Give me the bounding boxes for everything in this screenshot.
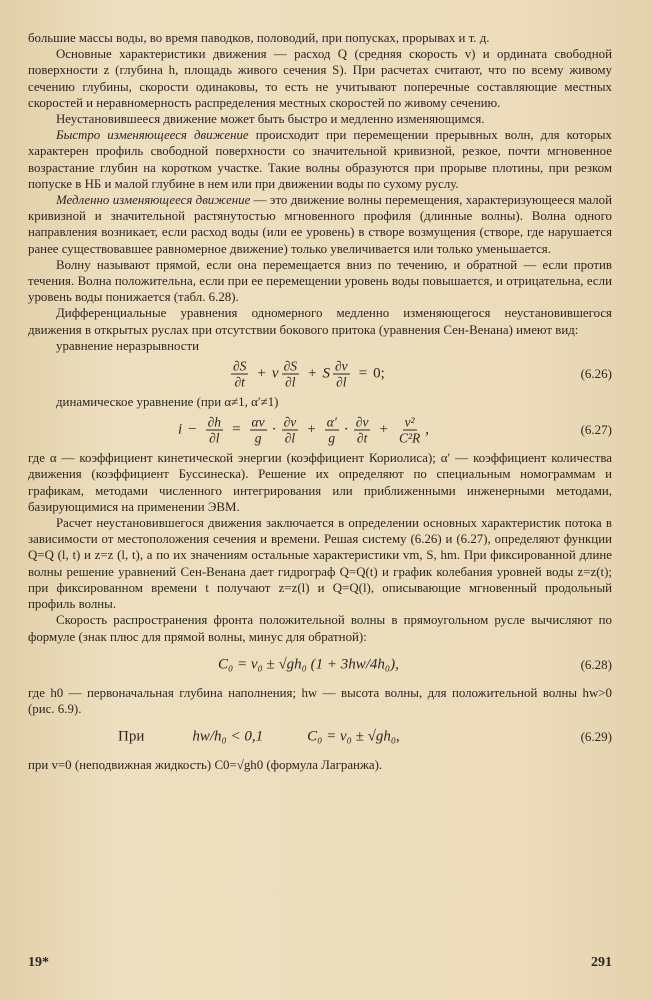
equation-6-29-text: C₀ = v₀ ± √gh₀, xyxy=(307,728,400,745)
equation-6-29-condition: hw/h₀ < 0,1 xyxy=(192,728,264,745)
fast-varying-text: происходит при перемещении прерывных волн, для которых характерен профиль свободной поверхности со значительной кривизной, резкое, почти мгновенное возрастание глубин на коротком участке. Такие волны образуются при прорыве плотины, при резком попуске в НБ и малой глубине в нем или при движении воды по сухому руслу. xyxy=(28,128,612,191)
slow-varying-text: — это движение волны перемещения, характеризующееся малой кривизной и значительной растянутостью мгновенного профиля (длинные волны). Волна одного направления возникает, если расход воды (или ее уровень) в створе возмущения (створе, где нарушается ранее существовавшее равномерное движение) только увеличивается или только уменьшается. xyxy=(28,193,612,256)
paragraph-coefficients: где α — коэффициент кинетической энергии (коэффициент Кориолиса); α′ — коэффициент количества движения (коэффициент Буссинеска). Решение их определяют по специальным номограммам и графикам, методами численного интегрирования или приближенными инженерными методами, базирующимися на применении ЭВМ. xyxy=(28,451,612,514)
equation-6-29-label: При xyxy=(118,728,145,745)
paragraph-slow-varying xyxy=(28,192,612,257)
paragraph-fast-varying xyxy=(28,127,612,192)
page-number: 291 xyxy=(591,955,612,970)
paragraph-saint-venant: Дифференциальные уравнения одномерного медленно изменяющегося неустановившегося движения в открытых руслах при отсутствии бокового притока (уравнения Сен-Венана) имеют вид: xyxy=(28,306,612,337)
equation-number-6-27: (6.27) xyxy=(580,422,612,438)
paragraph-lagrange: при v=0 (неподвижная жидкость) C0=√gh0 (формула Лагранжа). xyxy=(28,758,383,773)
term-slow-varying: Медленно изменяющееся движение xyxy=(56,193,251,208)
paragraph-main-characteristics: Основные характеристики движения — расход Q (средняя скорость v) и ордината свободной поверхности z (глубина h, площадь живого сечения S). При расчетах считают, что по всему живому сечению глубины, скорости одинаковы, то есть не учитывают поперечные составляющие местных скоростей и неравномерность распределения местных скоростей по живому сечению. xyxy=(28,47,612,110)
paragraph-wave-direction: Волну называют прямой, если она перемещается вниз по течению, и обратной — если против течения. Волна положительна, если при ее перемещении уровень воды повышается, и отрицательна, если уровень воды понижается (табл. 6.28). xyxy=(28,257,612,305)
term-fast-varying: Быстро изменяющееся движение xyxy=(56,128,249,143)
equation-6-26: $\frac{\partial S}{\partial t}$ + v $\frac{\partial S}{\partial l}$ + S $\frac{\partial v}{\partial l}$ = 0; (6.26) xyxy=(233,358,612,390)
equation-number-6-26: (6.26) xyxy=(580,366,612,382)
paragraph-front-speed: Скорость распространения фронта положительной волны в прямоугольном русле вычисляют по формуле (знак плюс для прямой волны, минус для обратной): xyxy=(28,613,612,644)
printer-signature: 19* xyxy=(28,955,49,970)
label-continuity-equation: уравнение неразрывности xyxy=(56,338,200,353)
label-dynamic-equation: динамическое уравнение (при α≠1, α′≠1) xyxy=(56,395,279,410)
equation-6-29 xyxy=(28,717,612,757)
equation-6-27: i − $\frac{\partial h}{\partial l}$ = $\frac{\alpha v}{g}$ · $\frac{\partial v}{\partial l}$ + $\frac{\alpha'}{g}$ · $\frac{\partial v}{\partial t}$ + $\frac{\text{v²}}{\text{C²R}}$ , (6.27) xyxy=(178,414,612,446)
paragraph-continuation: большие массы воды, во время паводков, половодий, при попусках, прорывах и т. д. xyxy=(28,31,490,45)
paragraph-h0-definition: где h0 — первоначальная глубина наполнения; hw — высота волны, для положительной волны hw>0 (рис. 6.9). xyxy=(28,685,612,716)
equation-6-28-text: C₀ = v₀ ± √gh₀ (1 + 3hw/4h₀), xyxy=(218,656,399,673)
equation-number-6-29: (6.29) xyxy=(580,729,612,745)
paragraph-unsteady-types: Неустановившееся движение может быть быстро и медленно изменяющимся. xyxy=(56,112,485,127)
paragraph-calculation: Расчет неустановившегося движения заключается в определении основных характеристик потока в зависимости от местоположения сечения и времени. Решая систему (6.26) и (6.27), определяют функции Q=Q (l, t) и z=z (l, t), а по их значениям остальные характеристики vm, S, hm. При фиксированной длине волны решение уравнений Сен-Венана дает гидрограф Q=Q(t) и график колебания уровней воды z=z(t); при фиксированном времени t получают z=z(l) и Q=Q(l), описывающие мгновенный продольный профиль волны. xyxy=(28,516,612,612)
equation-number-6-28: (6.28) xyxy=(580,656,612,672)
equation-6-28 xyxy=(28,645,612,685)
